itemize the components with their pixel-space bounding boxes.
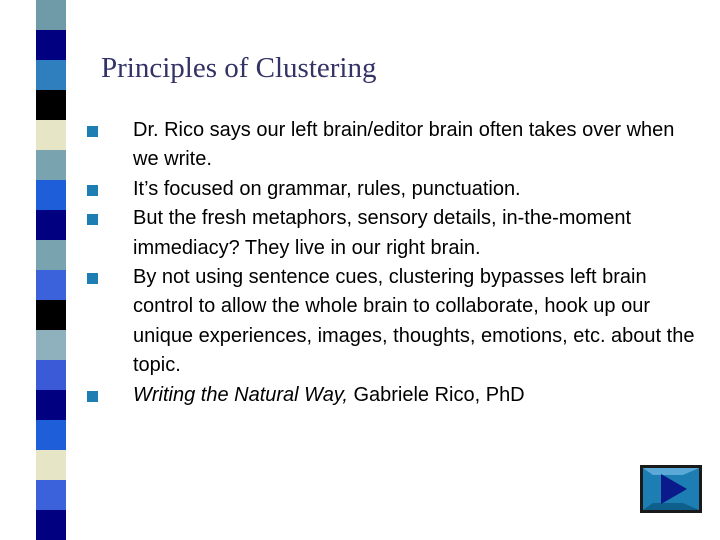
square-bullet-icon bbox=[87, 185, 98, 196]
bullet-text: By not using sentence cues, clustering bypasses left brain control to allow the whole brain to collaborate, hook up our unique experiences, images, thoughts, emotions, etc. about the topic. bbox=[133, 266, 695, 377]
list-item bbox=[95, 116, 705, 175]
square-bullet-icon bbox=[87, 214, 98, 225]
list-item bbox=[95, 381, 705, 410]
bullet-text: But the fresh metaphors, sensory details, in-the-moment immediacy? They live in our right brain. bbox=[133, 207, 632, 259]
slide-title: Principles of Clustering bbox=[101, 52, 377, 84]
bullet-text: It’s focused on grammar, rules, punctuation. bbox=[133, 177, 521, 200]
book-title: Writing the Natural Way, bbox=[133, 383, 348, 406]
bullet-text: Gabriele Rico, PhD bbox=[347, 383, 525, 406]
square-bullet-icon bbox=[87, 273, 98, 284]
play-right-icon bbox=[643, 468, 699, 510]
bullet-list bbox=[95, 116, 705, 410]
bullet-text: Dr. Rico says our left brain/editor brain often takes over when we write. bbox=[133, 119, 675, 171]
decorative-strip bbox=[0, 0, 66, 540]
square-bullet-icon bbox=[87, 126, 98, 137]
next-slide-button[interactable] bbox=[640, 465, 702, 513]
list-item bbox=[95, 263, 705, 381]
list-item bbox=[95, 204, 705, 263]
list-item bbox=[95, 175, 705, 204]
square-bullet-icon bbox=[87, 391, 98, 402]
